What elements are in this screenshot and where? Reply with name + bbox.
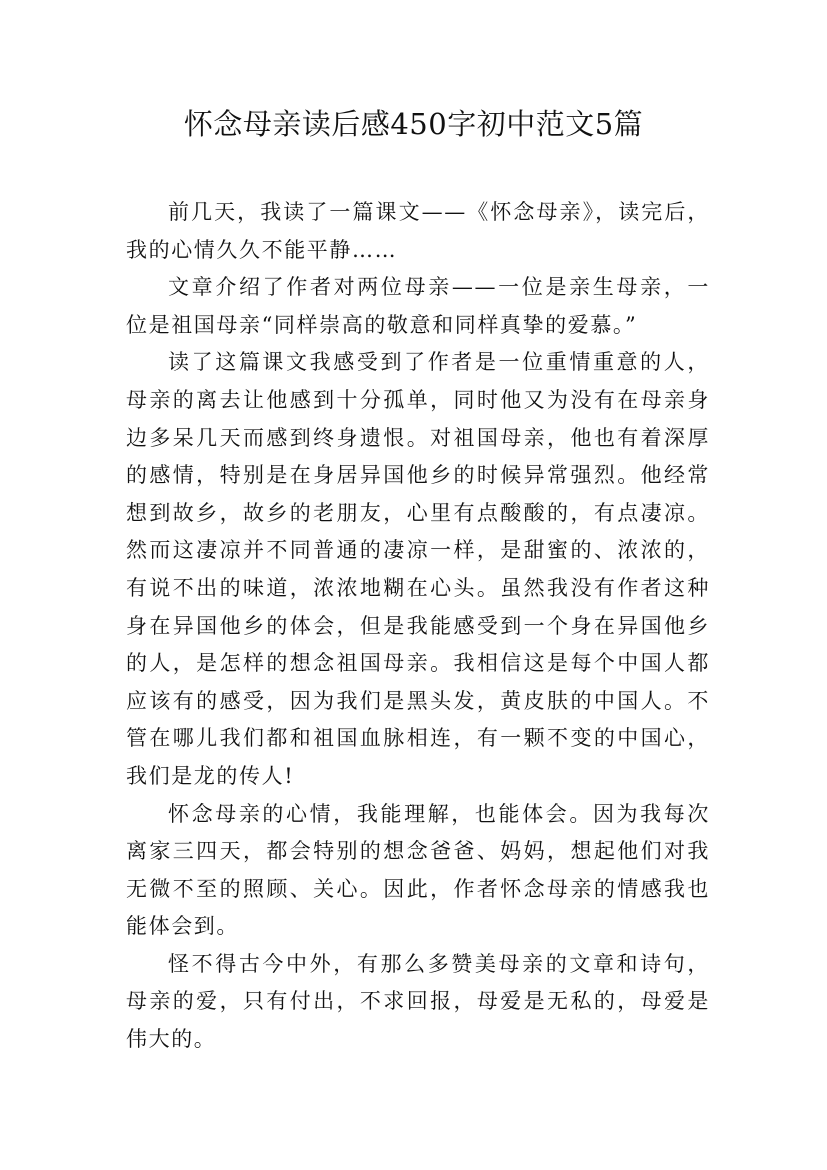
paragraph-4: 怀念母亲的心情，我能理解，也能体会。因为我每次离家三四天，都会特别的想念爸爸、妈妈，想起他们对我无微不至的照顾、关心。因此，作者怀念母亲的情感我也能体会到。 <box>126 801 710 939</box>
paragraph-3: 读了这篇课文我感受到了作者是一位重情重意的人，母亲的离去让他感到十分孤单，同时他又为没有在母亲身边多呆几天而感到终身遗恨。对祖国母亲，他也有着深厚的感情，特别是在身居异国他乡的时候异常强烈。他经常想到故乡，故乡的老朋友，心里有点酸酸的，有点凄凉。然而这凄凉并不同普通的凄凉一样，是甜蜜的、浓浓的，有说不出的味道，浓浓地糊在心头。虽然我没有作者这种身在异国他乡的体会，但是我能感受到一个身在异国他乡的人，是怎样的想念祖国母亲。我相信这是每个中国人都应该有的感受，因为我们是黑头发，黄皮肤的中国人。不管在哪儿我们都和祖国血脉相连，有一颗不变的中国心，我们是龙的传人! <box>126 350 710 788</box>
paragraph-2: 文章介绍了作者对两位母亲——一位是亲生母亲，一位是祖国母亲“同样崇高的敬意和同样真挚的爱慕。” <box>126 275 710 337</box>
document-body <box>126 194 710 1059</box>
paragraph-5: 怪不得古今中外，有那么多赞美母亲的文章和诗句，母亲的爱，只有付出，不求回报，母爱是无私的，母爱是伟大的。 <box>126 951 710 1052</box>
paragraph-1: 前几天，我读了一篇课文——《怀念母亲》，读完后，我的心情久久不能平静…… <box>126 200 710 262</box>
document-title: 怀念母亲读后感450字初中范文5篇 <box>183 107 644 141</box>
